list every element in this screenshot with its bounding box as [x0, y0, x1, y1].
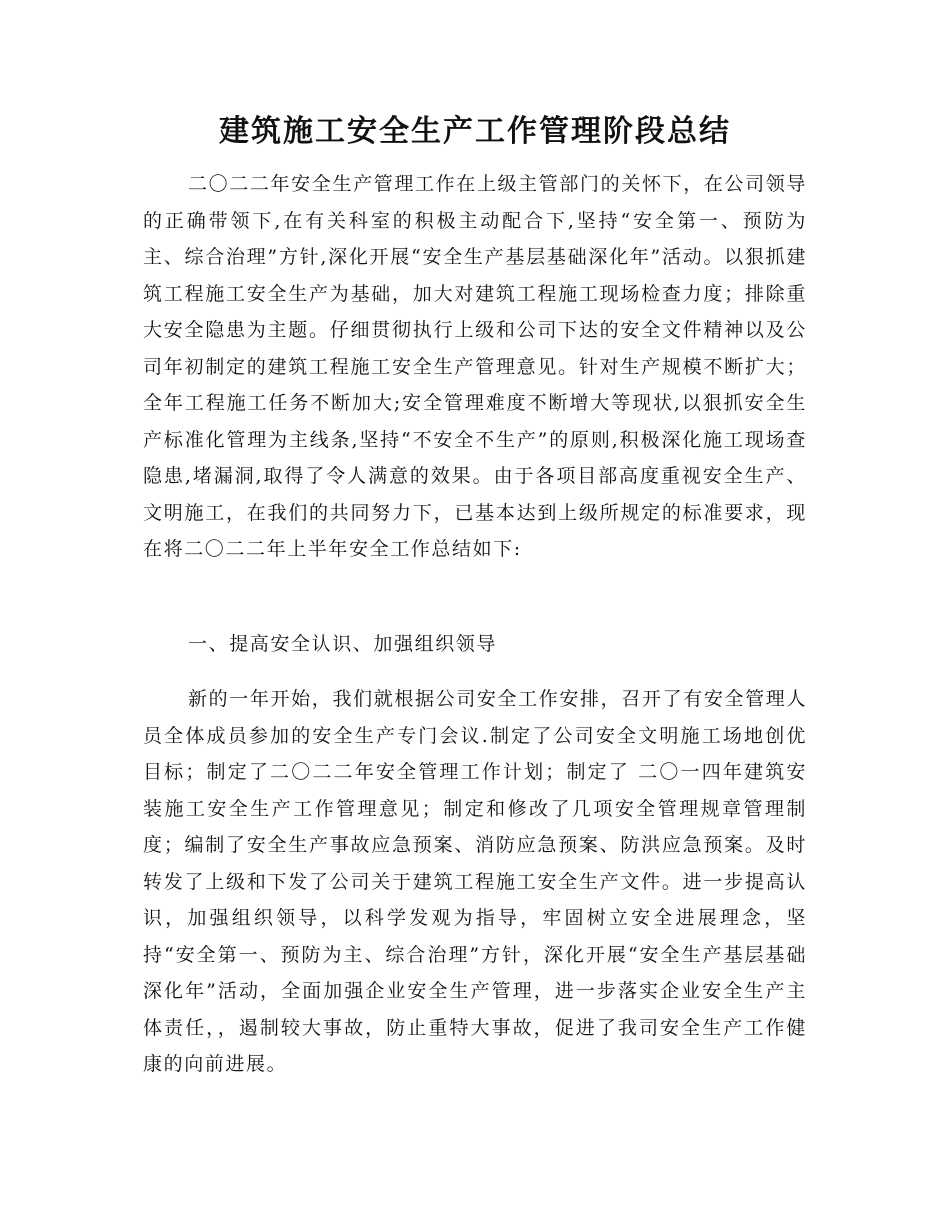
section-paragraph: 新的一年开始，我们就根据公司安全工作安排，召开了有安全管理人员全体成员参加的安全生产专门会议.制定了公司安全文明施工场地创优目标；制定了二〇二二年安全管理工作计划；制定了 二〇一四年建筑安装施工安全生产工作管理意见；制定和修改了几项安全管理规章管理制度；编制了安全生产事故应急预案、消防应急预案、防洪应急预案。及时转发了上级和下发了公司关于建筑工程施工安全生产文件。进一步提高认识，加强组织领导，以科学发观为指导，牢固树立安全进展理念，坚持“安全第一、预防为主、综合治理”方针，深化开展“安全生产基层基础深化年”活动，全面加强企业安全生产管理，进一步落实企业安全生产主体责任，，遏制较大事故，防止重特大事故，促进了我司安全生产工作健康的向前进展。 [143, 688, 807, 1075]
intro-paragraph: 二〇二二年安全生产管理工作在上级主管部门的关怀下，在公司领导的正确带领下,在有关科室的积极主动配合下,坚持“安全第一、预防为主、综合治理”方针,深化开展“安全生产基层基础深化年”活动。以狠抓建筑工程施工安全生产为基础，加大对建筑工程施工现场检查力度；排除重大安全隐患为主题。仔细贯彻执行上级和公司下达的安全文件精神以及公司年初制定的建筑工程施工安全生产管理意见。针对生产规模不断扩大；全年工程施工任务不断加大;安全管理难度不断增大等现状,以狠抓安全生产标准化管理为主线条,坚持“不安全不生产”的原则,积极深化施工现场查隐患,堵漏洞,取得了令人满意的效果。由于各项目部高度重视安全生产、文明施工，在我们的共同努力下，已基本达到上级所规定的标准要求，现在将二〇二二年上半年安全工作总结如下: [143, 173, 807, 560]
section-heading: 一、提高安全认识、加强组织领导 [188, 633, 498, 655]
document-title: 建筑施工安全生产工作管理阶段总结 [219, 114, 731, 149]
